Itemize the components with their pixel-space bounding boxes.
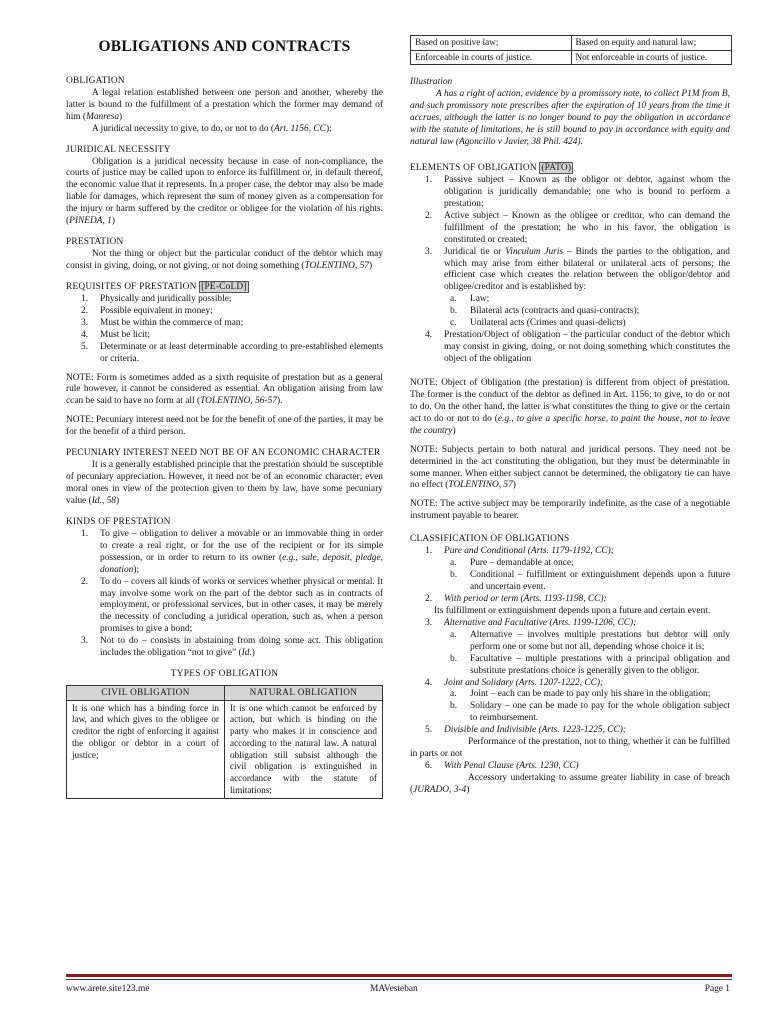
illustration-text: A has a right of action, evidence by a promissory note, to collect P1M from B, and such promissory note prescribes after the expiration of 10 years from the time it accrues, although the latter is no longer bound to pay the obligation in accordance with the statute of limitations, he is still bound to pay in accordance with equity and natural law (Agoncillo v Javier, 38 Phil. 424). — [410, 89, 730, 148]
list-title: With Penal Clause (Arts. 1230, CC) — [444, 761, 579, 772]
section-classification — [410, 534, 730, 797]
list-title: Pure and Conditional (Arts. 1179-1192, CC); — [444, 546, 614, 557]
classification-5-text — [410, 737, 730, 761]
juridical-cite: PINEDA, 1 — [69, 216, 112, 227]
section-kinds — [66, 517, 383, 660]
heading-kinds: KINDS OF PRESTATION — [66, 516, 171, 527]
note-pecuniary: NOTE: Pecuniary interest need not be for the benefit of one of the parties, it may be for the benefit of a third person. — [66, 415, 383, 438]
list-item — [410, 678, 730, 726]
table-cell: Not enforceable in courts of justice. — [571, 50, 732, 65]
list-item — [410, 211, 730, 247]
note-subjects-text: NOTE: Subjects pertain to both natural and juridical persons. They need not be determined in the act constituting the obligation, but they must be determinable in some manner. When either subject cannot be determined, the obligatory tie can have no effect ( — [410, 444, 730, 491]
list-text: Determinate or at least determinable according to pre-established elements or criteria. — [100, 341, 383, 364]
list-num: 3. — [425, 617, 433, 628]
section-juridical-necessity — [66, 145, 383, 229]
list-item — [410, 725, 730, 737]
table-cell: Based on positive law; — [411, 36, 572, 51]
types-table-continued — [410, 35, 732, 65]
types-label: TYPES OF OBLIGATION — [170, 669, 279, 680]
section-requisites — [66, 282, 383, 366]
prestation-paragraph — [66, 249, 383, 273]
list-text: Performance of the prestation, not to thing, whether it can be fulfilled in parts or not — [410, 737, 730, 760]
juridical-tie-sources — [410, 294, 730, 330]
list-num: 6. — [425, 761, 433, 772]
note-object — [410, 378, 730, 438]
kinds-list — [66, 529, 383, 660]
obligation-article — [66, 124, 383, 136]
list-title: Alternative and Facultative (Arts. 1199-1206, CC); — [444, 617, 637, 628]
elements-heading-text: ELEMENTS OF OBLIGATION — [410, 163, 537, 173]
natural-cell: It is one which cannot be enforced by action, but which is binding on the party who makes it in conscience and according to the natural law. A natural obligation still subsist although the civil obligation is extinguished in accordance with the statute of limitations; — [225, 700, 383, 799]
list-num: c. — [450, 318, 457, 329]
pecuniary-paragraph — [66, 460, 383, 508]
list-text: Facultative – multiple prestations with a principal obligation and substitute prestations choice is generally given to the obligor. — [470, 653, 730, 676]
heading-elements — [410, 163, 730, 175]
list-cite: e.g., sale, deposit, pledge, donation — [100, 552, 383, 575]
list-num: 5. — [425, 725, 433, 736]
list-num: b. — [450, 653, 458, 664]
list-item — [410, 689, 730, 701]
list-item — [410, 318, 730, 330]
note-object-end: ) — [452, 425, 456, 436]
list-title: Divisible and Indivisible (Arts. 1223-1225, CC); — [444, 725, 627, 736]
note-subjects — [410, 445, 730, 493]
list-item — [66, 342, 383, 366]
elements-mnemonic: (PATO) — [541, 163, 572, 173]
list-item — [66, 330, 383, 342]
list-text: Active subject – Known as the obligee or creditor, who can demand the fulfillment of the prestation; he who in his favor, the obligation is constituted or created; — [444, 210, 730, 245]
note-form-text: NOTE: Form is sometimes added as a sixth requisite of prestation but as a general rule however, it cannot be considered as essential. An obligation arising from law ccan be said to have no form at all ( — [66, 372, 383, 407]
list-text: Unilateral acts (Crimes and quasi-delicts) — [470, 318, 626, 329]
obligation-p2-end: ); — [325, 123, 332, 134]
requisites-heading-text: REQUISITES OF PRESTATION — [66, 281, 197, 292]
elements-list — [410, 175, 730, 366]
list-item — [410, 294, 730, 306]
list-item — [410, 618, 730, 678]
list-cite: Id. — [241, 648, 252, 659]
classification-list-end — [410, 761, 730, 773]
list-num: 2. — [81, 576, 89, 587]
list-num: 2. — [81, 305, 89, 316]
classification-list — [410, 546, 730, 606]
list-text: To do – covers all kinds of works or services whether physical or mental. It may involve some work on the part of the debtor such as in contracts of employment, or professional services, but in other cases, it may be merely the necessity of concluding a juridical operation, such as, when a person promises to give a bond; — [100, 576, 383, 635]
note-object-text: NOTE: Object of Obligation (the prestation) is different from object of prestation. The former is the conduct of the debtor as defined in Art. 1156; to give, to do or not to do. On the other hand, the latter is what constitutes the thing to give or the certain act to do or not to do ( — [410, 377, 730, 424]
list-title: With period or term (Arts. 1193-1198, CC); — [444, 593, 607, 604]
note-subjects-cite: TOLENTINO, 57 — [448, 480, 513, 491]
page-title: OBLIGATIONS AND CONTRACTS — [98, 38, 351, 55]
list-text: Solidary – one can be made to pay for the whole obligation subject to reimbursement. — [470, 701, 730, 724]
list-text: Physically and juridically possible; — [100, 293, 232, 304]
footer-website: www.arete.site123.me — [66, 984, 150, 994]
note-active-subject: NOTE: The active subject may be temporarily indefinite, as the case of a negotiable instrument payable to bearer. — [410, 499, 730, 522]
sublist — [410, 689, 730, 725]
left-column — [66, 0, 383, 799]
list-cite: JURADO, 3-4 — [413, 784, 467, 795]
list-num: 5. — [81, 341, 89, 352]
heading-illustration: Illustration — [410, 77, 453, 88]
obligation-p1-cite: Manresa — [86, 111, 120, 122]
list-num: 2. — [425, 593, 433, 604]
juridical-end: ) — [111, 216, 115, 227]
list-text: Pure – demandable at once; — [470, 558, 574, 569]
list-num: 3. — [81, 317, 89, 328]
list-text: Alternative – involves multiple prestations but debtor will only perform one or some but not all, depending whose choice it is; — [470, 629, 730, 652]
list-num: a. — [450, 294, 457, 305]
list-item — [66, 636, 383, 660]
sublist — [410, 558, 730, 594]
list-text: Its fulfillment or extinguishment depends upon a future and certain event. — [434, 605, 711, 616]
list-item — [410, 558, 730, 570]
list-num: 4. — [81, 329, 89, 340]
list-item — [410, 630, 730, 654]
note-form-end: ). — [277, 396, 283, 407]
list-text: Bilateral acts (contracts and quasi-contracts); — [470, 306, 640, 317]
pecuniary-p1: It is a generally established principle that the prestation should be susceptible of pecuniary appreciation. However, it need not be of an economic character; even moral ones in view of the protection given to them by law, have some pecuniary value ( — [66, 460, 383, 506]
heading-prestation: PRESTATION — [66, 237, 124, 248]
pecuniary-end: ) — [116, 495, 120, 506]
section-prestation — [66, 237, 383, 273]
obligation-p1: A legal relation established between one person and another, whereby the latter is bound to the fulfillment of a prestation which the former may demand of him ( — [66, 87, 383, 122]
section-obligation — [66, 76, 383, 136]
list-num: 1. — [425, 174, 433, 185]
note-object-cite: e.g., to give a specific horse, to paint the house, not to leave the country — [410, 413, 730, 436]
requisites-mnemonic: [PE-CoLD] — [201, 281, 247, 292]
list-text: Law; — [470, 294, 490, 305]
list-text: Possible equivalent in money; — [100, 305, 213, 316]
list-num: b. — [450, 306, 458, 317]
civil-header: CIVIL OBLIGATION — [67, 686, 225, 701]
list-num: 4. — [425, 330, 433, 341]
obligation-definition — [66, 88, 383, 124]
obligation-p2: A juridical necessity to give, to do, or not to do ( — [92, 123, 275, 134]
list-item — [410, 761, 730, 773]
list-num: 3. — [81, 636, 89, 647]
classification-2-text — [376, 606, 730, 618]
list-item — [410, 175, 730, 211]
list-end: ) — [466, 784, 470, 795]
pecuniary-cite: Id., 58 — [91, 495, 116, 506]
heading-classification: CLASSIFICATION OF OBLIGATIONS — [410, 534, 570, 545]
obligation-p1-end: ) — [119, 111, 123, 122]
list-num: 2. — [425, 210, 433, 221]
note-form — [66, 373, 383, 409]
list-text: Conditional – fulfillment or extinguishment depends upon a future and uncertain event. — [470, 570, 730, 592]
list-text: Juridical tie or — [444, 246, 506, 257]
list-text: To give – obligation to deliver a movable or an immovable thing in order to create a real right, or for the use of the recipient or for its simple possession, or in order to return to its owner ( — [100, 528, 383, 563]
section-illustration — [410, 77, 730, 149]
juridical-p1: Obligation is a juridical necessity because in case of non-compliance, the courts of justice may be called upon to enforce its fulfillment or, in default thereof, the economic value that it represents. In a proper case, the debtor may also be made liable for damages, which represent the sum of money given as a compensation for the injury or harm suffered by the creditor or obligee for the violation of his rights. ( — [66, 156, 383, 227]
list-item — [410, 654, 730, 678]
heading-pecuniary: PECUNIARY INTEREST NEED NOT BE OF AN ECONOMIC CHARACTER — [66, 448, 381, 459]
list-num: 4. — [425, 677, 433, 688]
table-cell: Enforceable in courts of justice. — [411, 50, 572, 65]
list-item — [66, 577, 383, 637]
obligation-p2-cite: Art. 1156, CC — [274, 123, 326, 134]
section-pecuniary — [66, 448, 383, 508]
note-subjects-end: ) — [512, 480, 516, 491]
list-num: a. — [450, 689, 457, 700]
list-text: Must be licit; — [100, 329, 150, 340]
sublist — [410, 630, 730, 678]
list-text: Not to do – consists in abstaining from doing some act. This obligation includes the obligation “not to give” ( — [100, 636, 383, 659]
list-text: Must be within the commerce of man; — [100, 317, 244, 328]
list-item — [410, 546, 730, 594]
civil-cell: It is one which has a binding force in law, and which gives to the obligee or creditor the right of enforcing it against the obligor or debtor in a court of justice; — [67, 700, 225, 799]
heading-obligation: OBLIGATION — [66, 75, 125, 86]
heading-juridical-necessity: JURIDICAL NECESSITY — [66, 144, 171, 155]
list-num: a. — [450, 558, 457, 569]
list-item — [410, 330, 730, 366]
footer-author: MAVesteban — [370, 984, 418, 994]
list-text: – Binds the parties to the obligation, and which may arise from either bilateral or unilateral acts of persons; the efficient case which creates the relation between the obligor/debtor and obligee/creditor and is established by: — [444, 246, 730, 293]
list-title: Joint and Solidary (Arts. 1207-1222, CC); — [444, 677, 604, 688]
list-item — [66, 306, 383, 318]
list-num: 1. — [81, 528, 89, 539]
section-elements — [410, 163, 730, 366]
list-end: ) — [251, 648, 255, 659]
list-end: ); — [133, 564, 140, 575]
list-num: a. — [450, 629, 457, 640]
classification-6-text — [410, 773, 730, 797]
list-text: Accessory undertaking to assume greater liability in case of breach ( — [410, 773, 730, 795]
note-form-cite: TOLENTINO, 56-57 — [200, 396, 277, 407]
prestation-cite: TOLENTINO, 57 — [304, 261, 369, 272]
list-item — [410, 570, 730, 594]
list-item — [66, 529, 383, 577]
classification-list-continued — [410, 618, 730, 737]
list-num: b. — [450, 570, 458, 581]
list-item — [66, 294, 383, 306]
prestation-p1: Not the thing or object but the particular conduct of the debtor which may consist in giving, doing, or not giving, or not doing something ( — [66, 249, 383, 272]
list-text-italic: Vinculum Juris — [505, 246, 564, 257]
types-table — [66, 685, 383, 799]
list-num: 1. — [81, 293, 89, 304]
requisites-list — [66, 294, 383, 366]
list-num: 1. — [425, 546, 433, 557]
table-cell: Based on equity and natural law; — [571, 36, 732, 51]
list-item — [410, 701, 730, 725]
footer-rule-thin — [66, 979, 732, 980]
heading-requisites — [66, 282, 383, 294]
juridical-paragraph — [66, 157, 383, 229]
list-item — [410, 306, 730, 318]
list-num: 3. — [425, 246, 433, 257]
prestation-end: ) — [368, 261, 373, 272]
footer-rule-thick — [66, 974, 732, 977]
list-num: b. — [450, 701, 458, 712]
list-text: Joint – each can be made to pay only his share in the obligation; — [470, 689, 711, 700]
list-item — [410, 247, 730, 331]
right-column — [410, 0, 730, 797]
list-item — [410, 594, 730, 606]
list-item — [66, 318, 383, 330]
footer-page-number: Page 1 — [704, 984, 730, 994]
list-text: Passive subject – Known as the obligor or debtor, against whom the obligation is juridically demandable; one who is bound to perform a prestation; — [444, 174, 730, 209]
natural-header: NATURAL OBLIGATION — [225, 686, 383, 701]
list-text: Prestation/Object of obligation – the particular conduct of the debtor which may consist in giving, doing, or not doing something which constitutes the object of the obligation — [444, 330, 730, 364]
